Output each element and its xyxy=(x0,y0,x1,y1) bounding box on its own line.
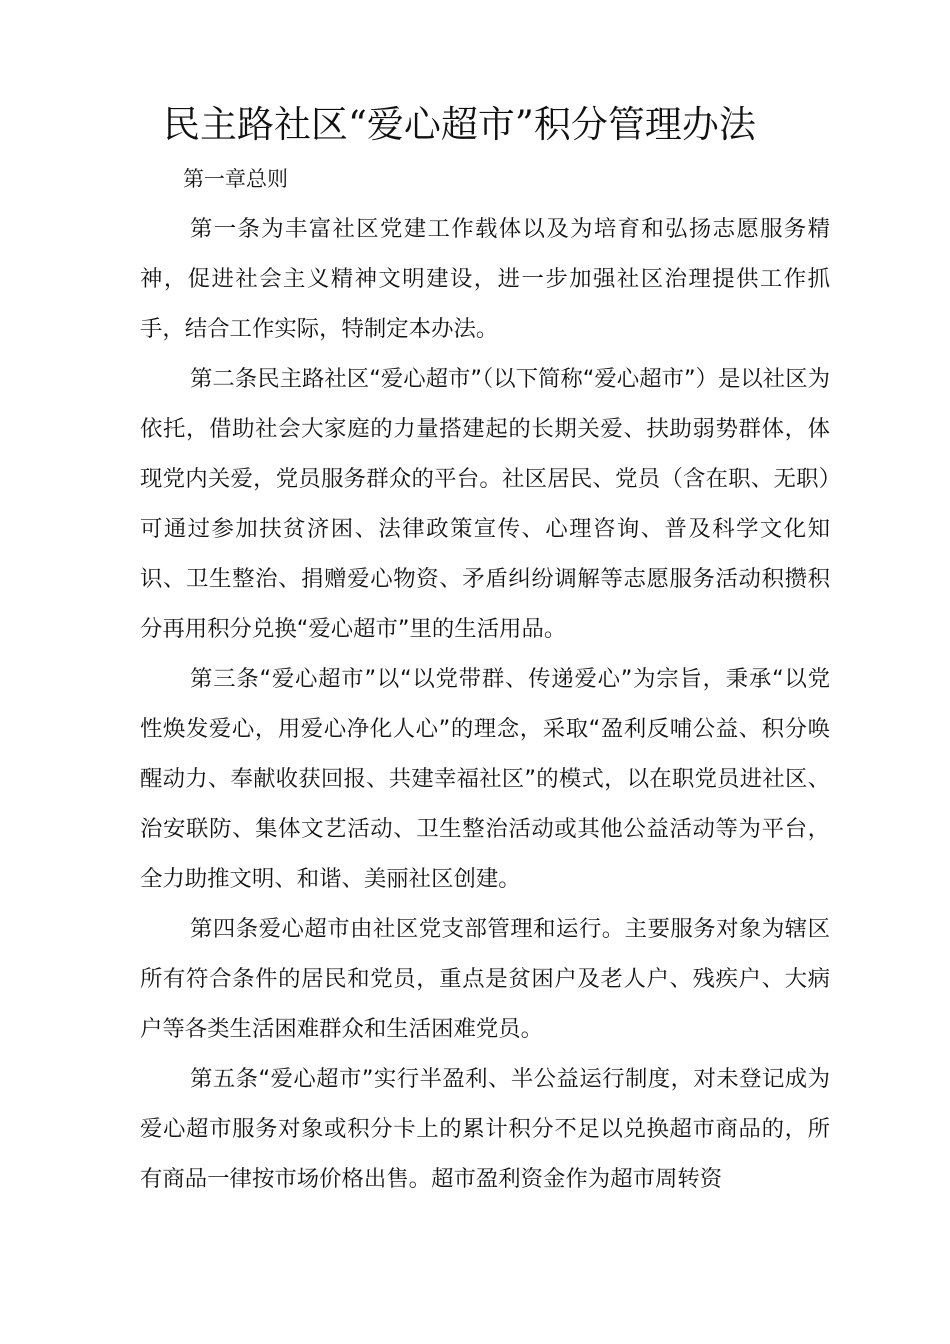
article-4-paragraph: 第四条爱心超市由社区党支部管理和运行。主要服务对象为辖区所有符合条件的居民和党员，重点是贫困户及老人户、残疾户、大病户等各类生活困难群众和生活困难党员。 xyxy=(140,916,830,1042)
document-title: 民主路社区“爱心超市”积分管理办法 xyxy=(163,103,756,146)
article-5-paragraph: 第五条“爱心超市”实行半盈利、半公益运行制度，对未登记成为爱心超市服务对象或积分卡上的累计积分不足以兑换超市商品的，所有商品一律按市场价格出售。超市盈利资金作为超市周转资 xyxy=(140,1066,830,1192)
article-2-paragraph: 第二条民主路社区“爱心超市”（以下简称“爱心超市”）是以社区为依托，借助社会大家庭的力量搭建起的长期关爱、扶助弱势群体，体现党内关爱，党员服务群众的平台。社区居民、党员（含在职、无职）可通过参加扶贫济困、法律政策宣传、心理咨询、普及科学文化知识、卫生整治、捐赠爱心物资、矛盾纠纷调解等志愿服务活动积攒积分再用积分兑换“爱心超市”里的生活用品。 xyxy=(140,366,830,642)
article-1-paragraph: 第一条为丰富社区党建工作载体以及为培育和弘扬志愿服务精神，促进社会主义精神文明建设，进一步加强社区治理提供工作抓手，结合工作实际，特制定本办法。 xyxy=(140,216,830,342)
chapter-heading: 第一章总则 xyxy=(183,167,288,191)
article-3-paragraph: 第三条“爱心超市”以“以党带群、传递爱心”为宗旨，秉承“以党性焕发爱心，用爱心净化人心”的理念，采取“盈利反哺公益、积分唤醒动力、奉献收获回报、共建幸福社区”的模式，以在职党员进社区、治安联防、集体文艺活动、卫生整治活动或其他公益活动等为平台，全力助推文明、和谐、美丽社区创建。 xyxy=(140,666,830,892)
document-body xyxy=(140,204,830,1204)
